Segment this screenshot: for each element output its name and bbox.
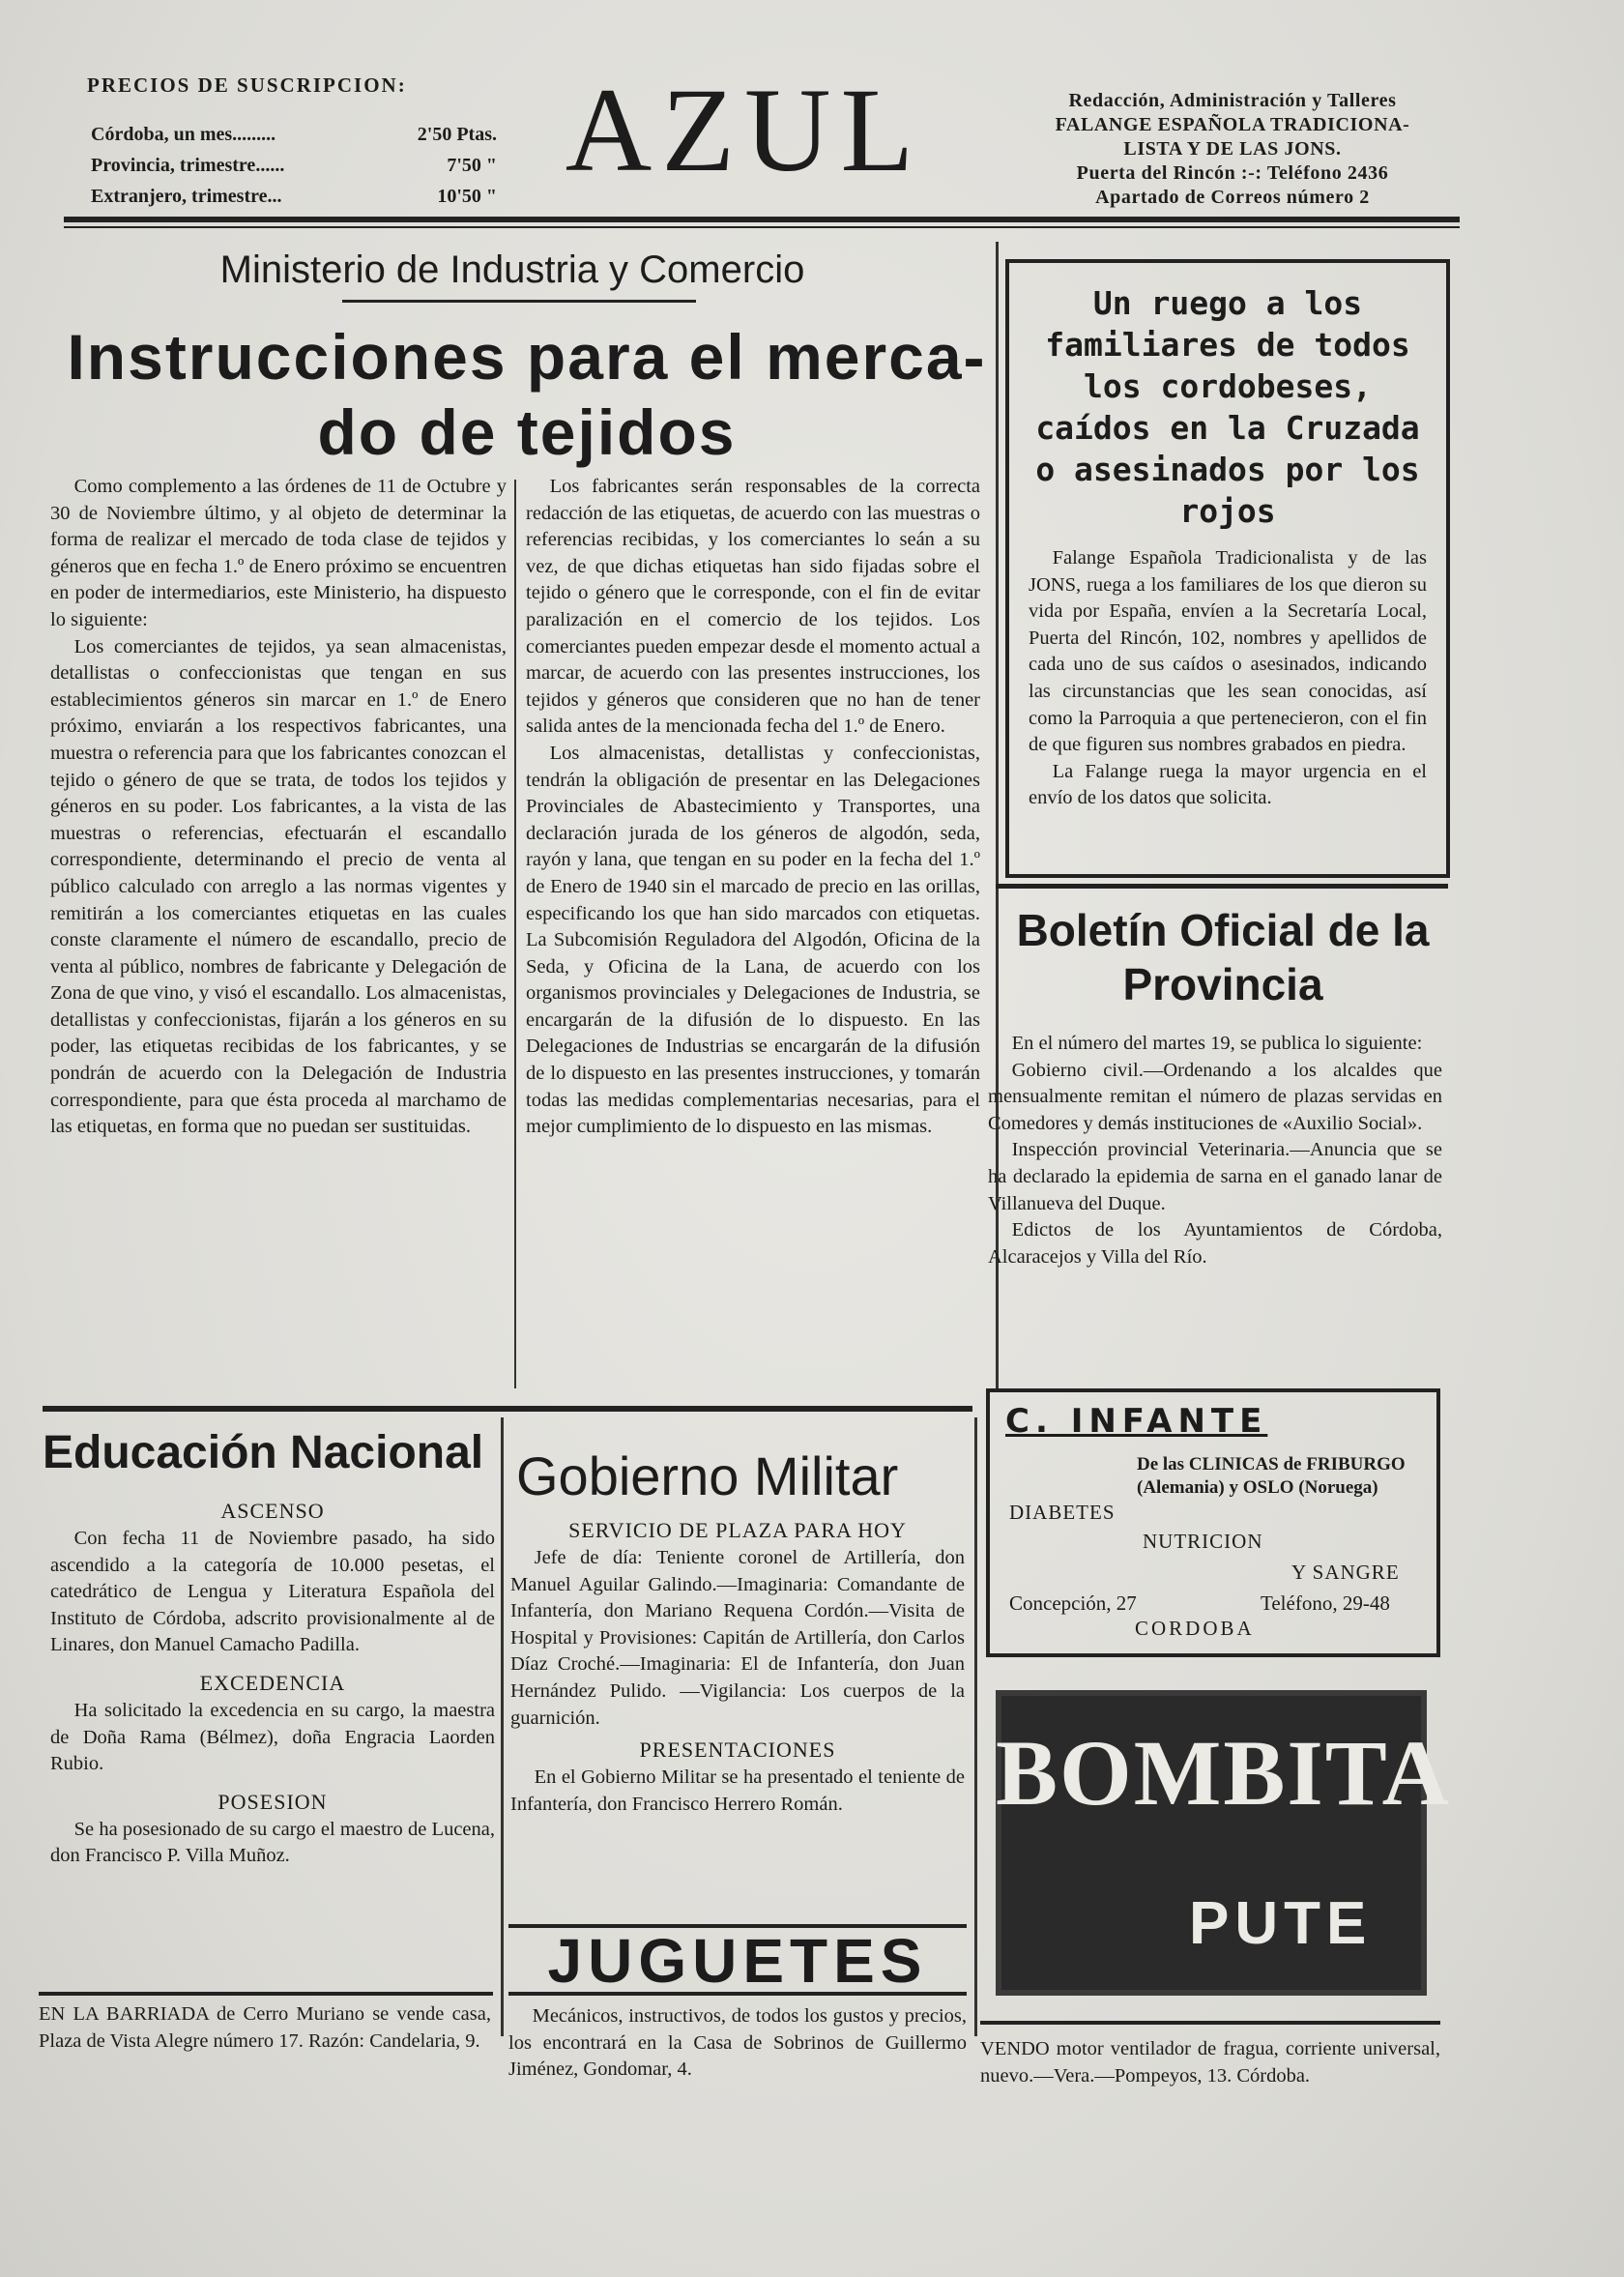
subheading: POSESION	[218, 1789, 328, 1814]
boletin-body	[988, 1031, 1442, 1270]
classified-text: EN LA BARRIADA de Cerro Muriano se vende casa, Plaza de Vista Alegre número 17. Razón: Candelaria, 9.	[39, 2003, 491, 2052]
rate-label: Extranjero, trimestre...	[91, 186, 282, 207]
admin-line: FALANGE ESPAÑOLA TRADICIONA-	[1055, 114, 1410, 135]
admin-line: Redacción, Administración y Talleres	[1068, 90, 1397, 111]
headline-line: Boletín Oficial de la	[1016, 905, 1430, 955]
article-column	[50, 474, 507, 1141]
article-column	[526, 474, 980, 1141]
educacion-paragraph: Ha solicitado la excedencia en su cargo, la maestra de Doña Rama (Bélmez), doña Engracia Laorden Rubio.	[50, 1699, 495, 1775]
infante-city: CORDOBA	[1135, 1617, 1255, 1640]
educacion-paragraph: Se ha posesionado de su cargo el maestro de Lucena, don Francisco P. Villa Muñoz.	[50, 1818, 495, 1867]
rate-price: 7'50 "	[447, 155, 497, 176]
admin-line: LISTA Y DE LAS JONS.	[1123, 138, 1342, 160]
column-divider	[514, 480, 516, 1388]
rate-label: Córdoba, un mes.........	[91, 124, 276, 145]
article-paragraph: Los almacenistas, detallistas y confeccionistas, tendrán la obligación de presentar en las Delegaciones Provinciales de Abastecimiento y Transportes, una declaración jurada de los géneros de algodón, seda, rayón y lana, que tengan en su poder en la fecha del 1.º de Enero de 1940 sin el marcado de precio en las orillas, especificando los que han sido marcados con etiquetas. La Subcomisión Reguladora del Algodón, Oficina de la Seda, y Oficina de la Lana, de acuerdo con los organismos provinciales y Delegaciones de Industria, se encargarán de la difusión de lo dispuesto. En las Delegaciones de Industrias se encargarán de la difusión de lo dispuesto en las presentes instrucciones, y tomarán todas las medidas complementarias necesarias, para el mejor cumplimiento de lo dispuesto en las mismas.	[526, 742, 980, 1138]
article-paragraph: Los fabricantes serán responsables de la correcta redacción de las etiquetas, de acuerdo con las muestras o referencias recibidas, y los comerciantes lo seán a su vez, de que dichas etiquetas han sido fijadas sobre el tejido o género que le corresponde, con el fin de evitar paralización en el comercio de los tejidos. Los comerciantes pueden empezar desde el momento actual a marcar, de acuerdo con las presentes instrucciones, los tejidos y géneros que consideren que no han de tener salida antes de la mencionada fecha del 1.º de Enero.	[526, 476, 980, 738]
ruego-box	[1005, 259, 1450, 878]
rate-row	[91, 124, 497, 146]
juguetes-headline: JUGUETES	[508, 1924, 967, 1996]
subscription-title: PRECIOS DE SUSCRIPCION:	[87, 73, 407, 97]
gobierno-paragraph: En el Gobierno Militar se ha presentado el teniente de Infantería, don Francisco Herrero Román.	[510, 1766, 965, 1815]
juguetes-body	[508, 2003, 967, 2084]
bombita-ad	[996, 1690, 1451, 1996]
newspaper-title: AZUL	[565, 64, 924, 196]
infante-clinicas: (Alemania) y OSLO (Noruega)	[1137, 1477, 1378, 1498]
masthead-rule	[64, 217, 1460, 222]
rate-row	[91, 186, 497, 208]
infante-name: C. INFANTE	[1005, 1402, 1268, 1441]
headline-line: Provincia	[1122, 959, 1323, 1009]
boletin-paragraph: Edictos de los Ayuntamientos de Córdoba, Alcaracejos y Villa del Río.	[988, 1219, 1442, 1268]
boletin-paragraph: Inspección provincial Veterinaria.—Anuncia que se ha declarado la epidemia de sarna en el ganado lanar de Villanueva del Duque.	[988, 1139, 1442, 1214]
rate-price: 10'50 "	[437, 186, 497, 207]
article-headline	[48, 319, 1005, 470]
boletin-paragraph: Gobierno civil.—Ordenando a los alcaldes que mensualmente remitan el número de plazas servidas en Comedores y demás instituciones de «Auxilio Social».	[988, 1059, 1442, 1134]
rate-price: 2'50 Ptas.	[417, 124, 497, 145]
subheading: PRESENTACIONES	[639, 1737, 836, 1763]
admin-line: Puerta del Rincón :-: Teléfono 2436	[1076, 162, 1389, 184]
headline-line: Instrucciones para el merca-	[67, 321, 987, 393]
infante-specialty: Y SANGRE	[1291, 1561, 1400, 1584]
educacion-headline: Educación Nacional	[43, 1427, 484, 1478]
admin-line: Apartado de Correos número 2	[1095, 187, 1370, 208]
educacion-body	[50, 1497, 495, 1870]
gobierno-headline: Gobierno Militar	[516, 1445, 899, 1506]
educacion-paragraph: Con fecha 11 de Noviembre pasado, ha sido ascendido a la categoría de 10.000 pesetas, el catedrático de Lengua y Literatura Española del Instituto de Córdoba, adscrito provisionalmente al de Linares, don Manuel Camacho Padilla.	[50, 1528, 495, 1656]
rate-row	[91, 155, 497, 177]
gobierno-body	[510, 1516, 965, 1818]
section-rule	[43, 1406, 972, 1412]
gobierno-paragraph: Jefe de día: Teniente coronel de Artillería, don Manuel Aguilar Galindo.—Imaginaria: Comandante de Infantería, don Mariano Requena Cordón.—Visita de Hospital y Provisiones: Capitán de Artillería, don Carlos Díaz Croché.—Imaginaria: El de Infantería, don Juan Hernández Pulido. —Vigilancia: Los cuerpos de la guarnición.	[510, 1547, 965, 1729]
column-divider	[974, 1417, 977, 2036]
bombita-name: BOMBITA	[996, 1721, 1451, 1825]
column-divider	[501, 1417, 504, 2036]
masthead-rule-thin	[64, 226, 1460, 228]
section-heading: Ministerio de Industria y Comercio	[219, 248, 805, 291]
subheading: ASCENSO	[220, 1499, 325, 1523]
infante-clinicas: De las CLINICAS de FRIBURGO	[1137, 1454, 1406, 1474]
ruego-body	[1009, 545, 1446, 812]
infante-phone: Teléfono, 29-48	[1261, 1591, 1390, 1615]
article-paragraph: Los comerciantes de tejidos, ya sean almacenistas, detallistas o confeccionistas que tengan en sus establecimientos géneros sin marcar en 1.º de Enero próximo, enviarán a los respectivos fabricantes, una muestra o referencia para que los fabricantes conozcan el tejido o género de que se trata, de todos los tejidos y géneros en su poder. Los fabricantes, a la vista de las muestras o referencias, efectuarán el escandallo correspondiente, determinando el precio de venta al público calculado con arreglo a las normas vigentes y remitirán a los comerciantes etiquetas en las cuales conste claramente el número de escandallo, precio de venta al público, nombres de fabricante y Delegación de Zona de que vino, y visó el escandallo. Los almacenistas, detallistas y confeccionistas, fijarán a los géneros en su poder, las etiquetas recibidas de los fabricantes, y se pondrán de acuerdo con la Delegación de Industria correspondiente, para que ésta proceda al marchamo de las etiquetas, en forma que no puedan ser sustituidas.	[50, 635, 507, 1138]
infante-specialty: DIABETES	[1009, 1501, 1116, 1524]
classified-barriada	[39, 2001, 491, 2055]
subheading: EXCEDENCIA	[199, 1670, 346, 1695]
infante-address: Concepción, 27	[1009, 1591, 1137, 1615]
ruego-paragraph: Falange Española Tradicionalista y de las JONS, ruega a los familiares de los que dieron su vida por España, envíen a la Secretaría Local, Puerta del Rincón, 102, nombres y apellidos de cada uno de sus caídos o asesinados, indicando las circunstancias que les sean conocidas, así como la Parroquia a que pertenecieron, con el fin de que figuren sus nombres grabados en piedra.	[1029, 547, 1427, 756]
section-underline	[342, 300, 696, 303]
ruego-headline: Un ruego a los familiares de todos los cordobeses, caídos en la Cruzada o asesinados por los rojos	[1035, 284, 1420, 530]
infante-ad	[986, 1388, 1440, 1657]
headline-line: do de tejidos	[317, 396, 737, 468]
section-rule	[39, 1992, 493, 1996]
boletin-paragraph: En el número del martes 19, se publica lo siguiente:	[1011, 1033, 1423, 1054]
bombita-brand: PUTE	[1189, 1890, 1373, 1957]
section-rule	[996, 884, 1448, 889]
article-paragraph: Como complemento a las órdenes de 11 de Octubre y 30 de Noviembre último, y al objeto de determinar la forma de realizar el mercado de toda clase de tejidos y géneros que en fecha 1.º de Enero próximo se encuentren en poder de intermediarios, este Ministerio, ha dispuesto lo siguiente:	[50, 476, 507, 630]
classified-text: VENDO motor ventilador de fragua, corriente universal, nuevo.—Vera.—Pompeyos, 13. Córdoba.	[980, 2038, 1440, 2087]
section-rule	[980, 2021, 1440, 2025]
rate-label: Provincia, trimestre......	[91, 155, 285, 176]
infante-specialty: NUTRICION	[1143, 1530, 1263, 1553]
juguetes-text: Mecánicos, instructivos, de todos los gustos y precios, los encontrará en la Casa de Sobrinos de Guillermo Jiménez, Gondomar, 4.	[508, 2005, 967, 2081]
boletin-headline	[986, 903, 1460, 1011]
classified-vendo	[980, 2036, 1440, 2089]
ruego-paragraph: La Falange ruega la mayor urgencia en el envío de los datos que solicita.	[1029, 760, 1427, 809]
administration-block	[991, 89, 1474, 210]
subheading: SERVICIO DE PLAZA PARA HOY	[568, 1518, 907, 1542]
